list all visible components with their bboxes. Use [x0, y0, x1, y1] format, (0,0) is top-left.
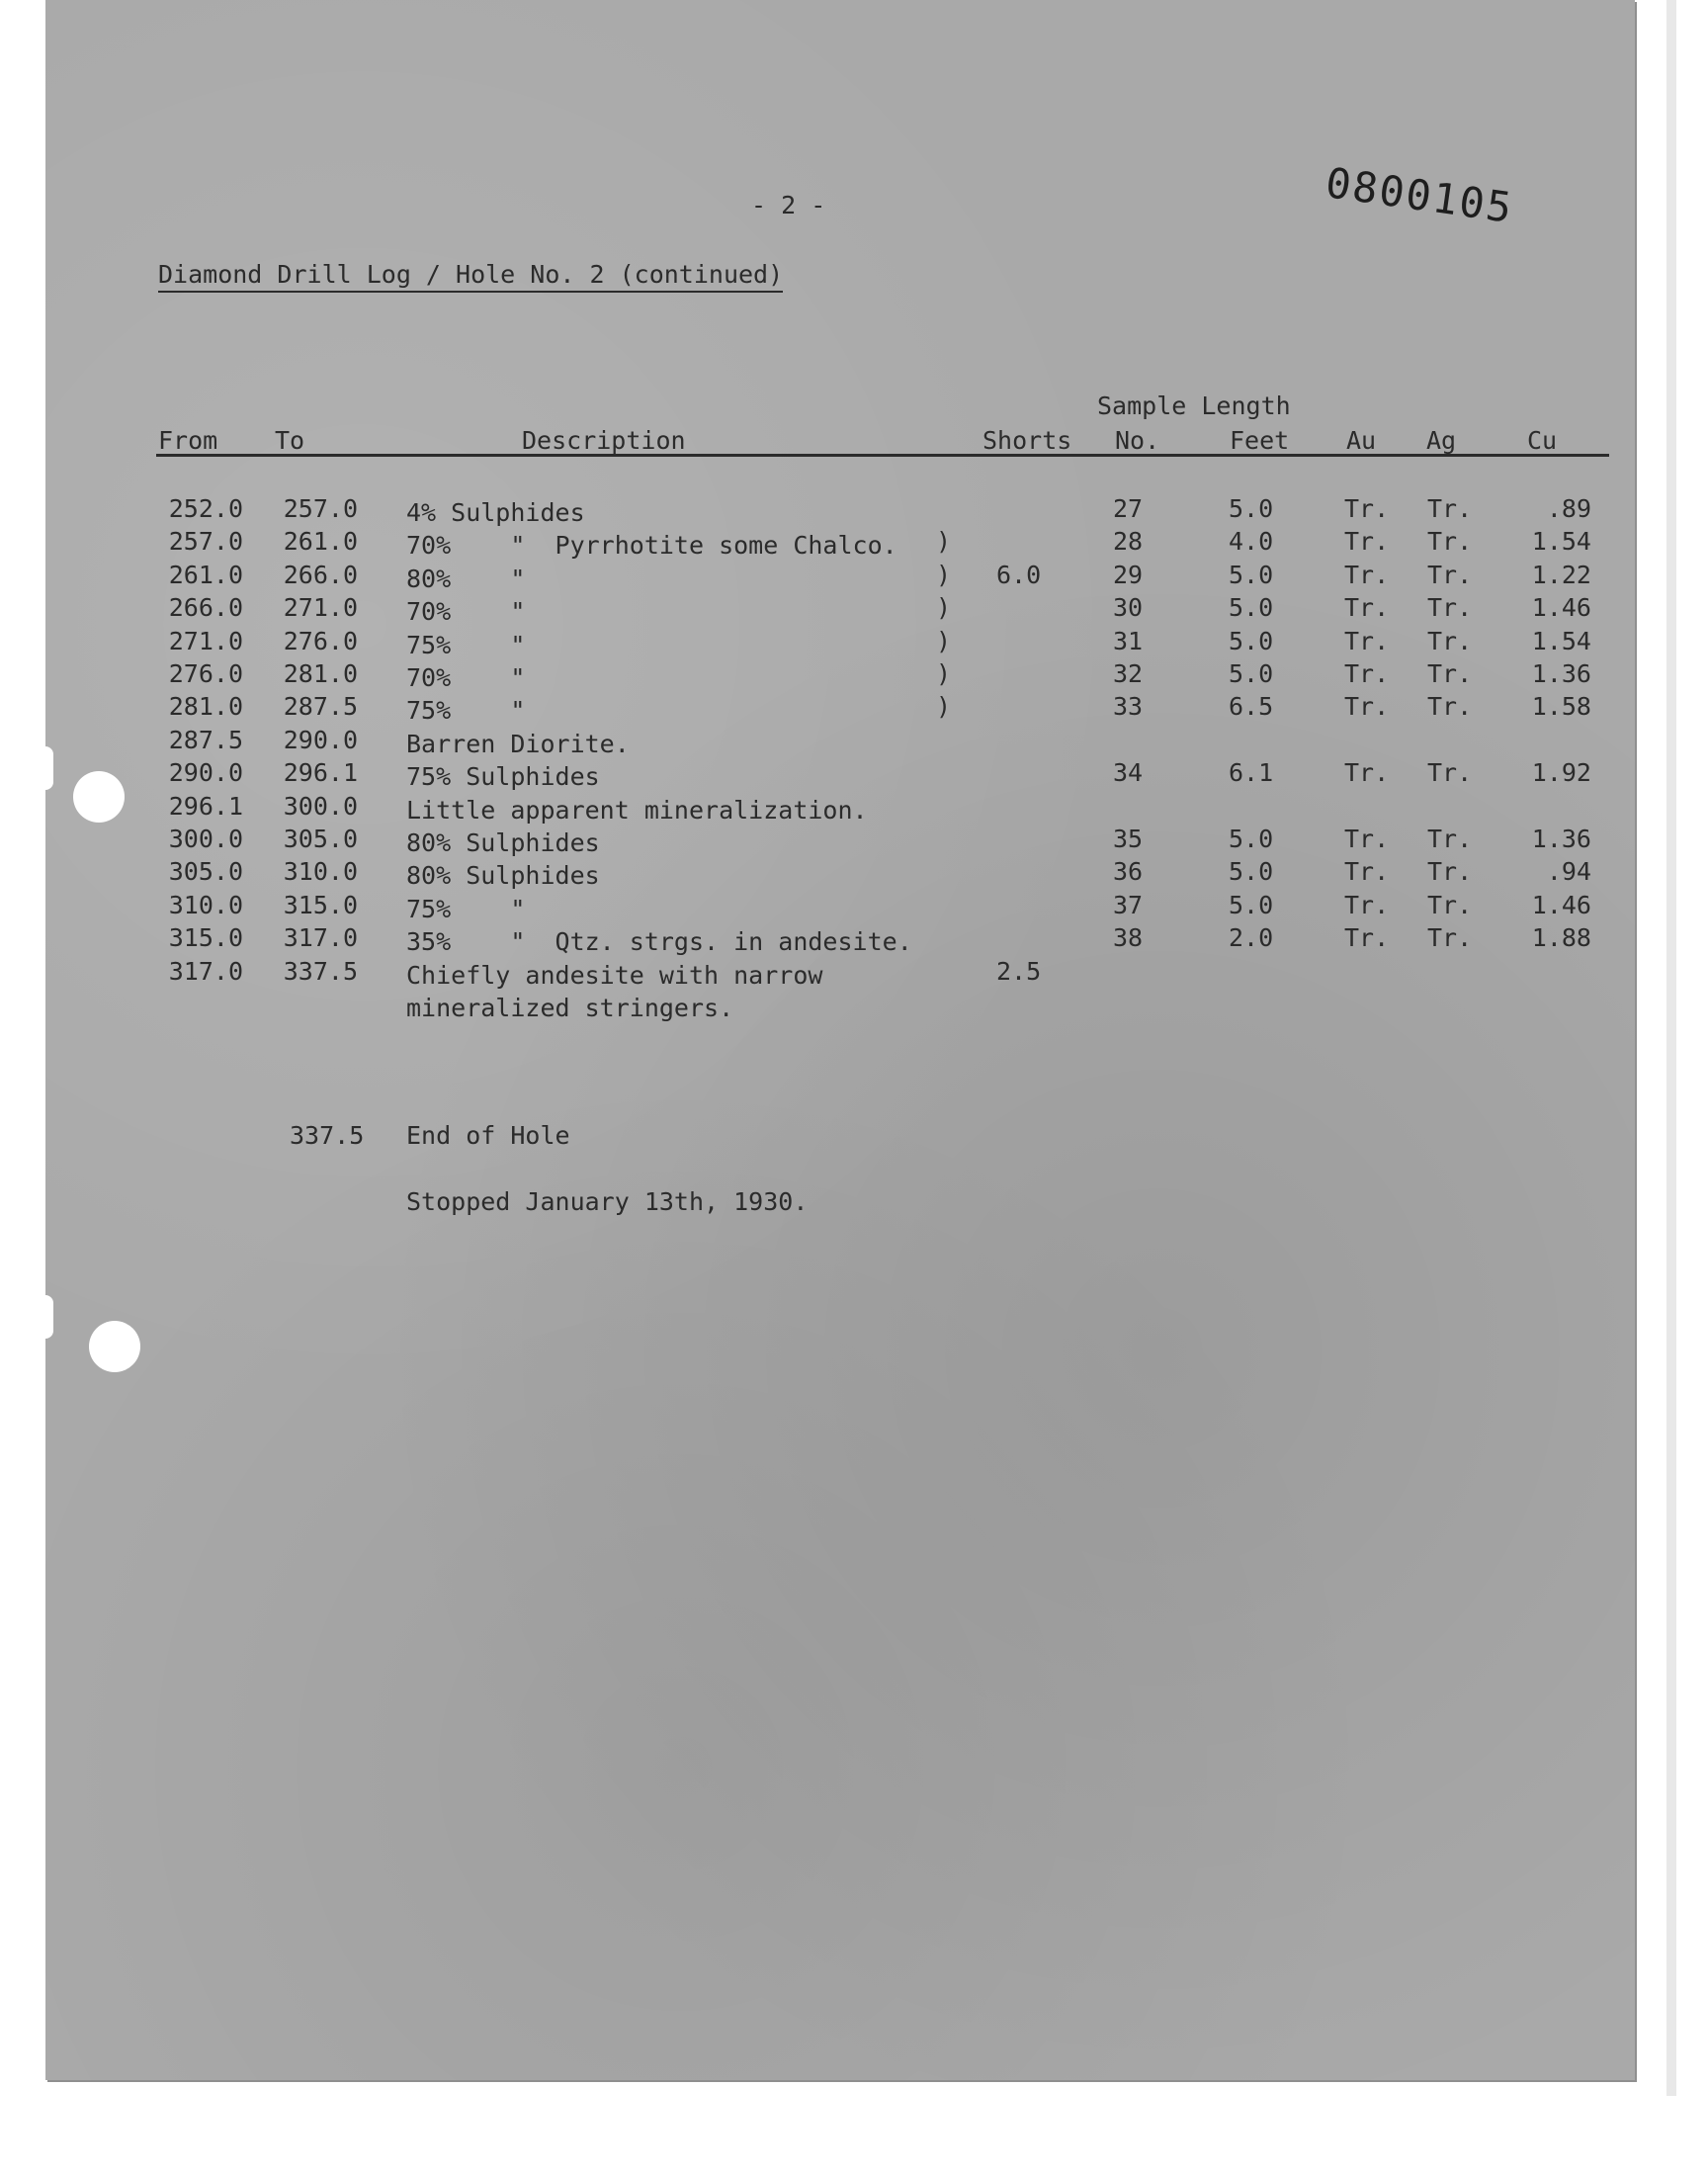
cell-cu: .94: [1546, 857, 1591, 886]
header-feet: Feet: [1230, 426, 1290, 455]
cell-cu: 1.92: [1531, 758, 1591, 787]
cell-feet: 5.0: [1229, 561, 1274, 589]
cell-description: Chiefly andesite with narrow mineralized stringers.: [406, 961, 823, 1022]
paper-sheet: [45, 0, 1635, 2080]
stopped-date-note: Stopped January 13th, 1930.: [406, 1187, 809, 1216]
cell-shorts: 2.5: [996, 957, 1042, 986]
cell-au: Tr.: [1344, 923, 1390, 952]
header-cu: Cu: [1527, 426, 1558, 455]
cell-feet: 5.0: [1229, 593, 1274, 622]
cell-shorts: 6.0: [996, 561, 1042, 589]
cell-feet: 6.1: [1229, 758, 1274, 787]
cell-description: 70% ": [406, 597, 526, 626]
cell-sample-no: 37: [1113, 891, 1144, 919]
cell-au: Tr.: [1344, 627, 1390, 655]
cell-to: 305.0: [283, 825, 358, 853]
cell-ag: Tr.: [1427, 627, 1473, 655]
punch-hole-top: [73, 771, 125, 823]
cell-cu: 1.54: [1531, 627, 1591, 655]
cell-feet: 5.0: [1229, 627, 1274, 655]
cell-sample-no: 38: [1113, 923, 1144, 952]
cell-to: 276.0: [283, 627, 358, 655]
header-to: To: [275, 426, 305, 455]
cell-sample-no: 27: [1113, 494, 1144, 523]
cell-from: 305.0: [168, 857, 243, 886]
cell-sample-no: 32: [1113, 659, 1144, 688]
cell-from: 287.5: [168, 726, 243, 754]
cell-to: 300.0: [283, 792, 358, 821]
cell-feet: 5.0: [1229, 891, 1274, 919]
cell-bracket: ): [936, 527, 952, 556]
cell-ag: Tr.: [1427, 891, 1473, 919]
cell-description: 75% Sulphides: [406, 762, 600, 791]
cell-sample-no: 28: [1113, 527, 1144, 556]
cell-description: 80% ": [406, 565, 526, 593]
cell-sample-no: 34: [1113, 758, 1144, 787]
cell-ag: Tr.: [1427, 561, 1473, 589]
cell-ag: Tr.: [1427, 494, 1473, 523]
cell-sample-no: 30: [1113, 593, 1144, 622]
cell-au: Tr.: [1344, 527, 1390, 556]
cell-bracket: ): [936, 692, 952, 721]
cell-description: Barren Diorite.: [406, 730, 630, 758]
cell-from: 317.0: [168, 957, 243, 986]
header-shorts: Shorts: [982, 426, 1072, 455]
cell-to: 290.0: [283, 726, 358, 754]
cell-ag: Tr.: [1427, 659, 1473, 688]
cell-cu: 1.22: [1531, 561, 1591, 589]
cell-ag: Tr.: [1427, 593, 1473, 622]
page-edge-notch: [40, 746, 53, 790]
cell-bracket: ): [936, 659, 952, 688]
cell-description: 80% Sulphides: [406, 828, 600, 857]
cell-description: 70% " Pyrrhotite some Chalco.: [406, 531, 897, 560]
cell-cu: 1.88: [1531, 923, 1591, 952]
cell-from: 310.0: [168, 891, 243, 919]
cell-feet: 5.0: [1229, 825, 1274, 853]
end-depth: 337.5: [290, 1121, 365, 1150]
cell-description: 70% ": [406, 663, 526, 692]
page-number: - 2 -: [751, 191, 826, 219]
cell-cu: 1.46: [1531, 593, 1591, 622]
cell-cu: 1.58: [1531, 692, 1591, 721]
cell-from: 266.0: [168, 593, 243, 622]
cell-au: Tr.: [1344, 825, 1390, 853]
cell-from: 296.1: [168, 792, 243, 821]
cell-from: 261.0: [168, 561, 243, 589]
cell-cu: .89: [1546, 494, 1591, 523]
cell-au: Tr.: [1344, 659, 1390, 688]
punch-hole-bottom: [89, 1321, 140, 1372]
cell-to: 271.0: [283, 593, 358, 622]
header-sample-no: No.: [1115, 426, 1160, 455]
cell-sample-no: 35: [1113, 825, 1144, 853]
cell-au: Tr.: [1344, 561, 1390, 589]
cell-from: 252.0: [168, 494, 243, 523]
header-ag: Ag: [1426, 426, 1457, 455]
cell-from: 315.0: [168, 923, 243, 952]
cell-sample-no: 33: [1113, 692, 1144, 721]
cell-feet: 6.5: [1229, 692, 1274, 721]
cell-au: Tr.: [1344, 593, 1390, 622]
cell-to: 310.0: [283, 857, 358, 886]
cell-ag: Tr.: [1427, 527, 1473, 556]
cell-au: Tr.: [1344, 857, 1390, 886]
cell-to: 296.1: [283, 758, 358, 787]
cell-ag: Tr.: [1427, 923, 1473, 952]
cell-ag: Tr.: [1427, 692, 1473, 721]
cell-to: 315.0: [283, 891, 358, 919]
cell-description: 80% Sulphides: [406, 861, 600, 890]
cell-au: Tr.: [1344, 891, 1390, 919]
header-sample-length: Sample Length: [1097, 392, 1291, 420]
cell-cu: 1.36: [1531, 659, 1591, 688]
cell-to: 266.0: [283, 561, 358, 589]
header-au: Au: [1346, 426, 1377, 455]
cell-description: 4% Sulphides: [406, 498, 585, 527]
cell-ag: Tr.: [1427, 857, 1473, 886]
cell-bracket: ): [936, 561, 952, 589]
header-rule: [156, 454, 1609, 457]
cell-to: 337.5: [283, 957, 358, 986]
end-of-hole-label: End of Hole: [406, 1121, 570, 1150]
cell-cu: 1.54: [1531, 527, 1591, 556]
header-from: From: [158, 426, 218, 455]
document-stamp-number: 0800105: [1323, 158, 1517, 233]
page-edge-notch: [40, 1295, 53, 1339]
cell-from: 290.0: [168, 758, 243, 787]
cell-description: Little apparent mineralization.: [406, 796, 868, 825]
cell-to: 261.0: [283, 527, 358, 556]
cell-from: 276.0: [168, 659, 243, 688]
cell-ag: Tr.: [1427, 825, 1473, 853]
cell-feet: 5.0: [1229, 857, 1274, 886]
scan-edge-strip: [1666, 0, 1676, 2096]
cell-feet: 4.0: [1229, 527, 1274, 556]
cell-feet: 5.0: [1229, 494, 1274, 523]
cell-sample-no: 36: [1113, 857, 1144, 886]
cell-to: 317.0: [283, 923, 358, 952]
cell-cu: 1.36: [1531, 825, 1591, 853]
cell-sample-no: 31: [1113, 627, 1144, 655]
cell-feet: 2.0: [1229, 923, 1274, 952]
header-description: Description: [522, 426, 686, 455]
cell-ag: Tr.: [1427, 758, 1473, 787]
cell-au: Tr.: [1344, 758, 1390, 787]
cell-feet: 5.0: [1229, 659, 1274, 688]
cell-description: 75% ": [406, 895, 526, 923]
cell-description: 35% " Qtz. strgs. in andesite.: [406, 927, 912, 956]
cell-from: 300.0: [168, 825, 243, 853]
cell-from: 281.0: [168, 692, 243, 721]
document-title: Diamond Drill Log / Hole No. 2 (continued): [158, 262, 783, 293]
cell-bracket: ): [936, 627, 952, 655]
cell-to: 281.0: [283, 659, 358, 688]
cell-description: 75% ": [406, 631, 526, 659]
cell-au: Tr.: [1344, 692, 1390, 721]
cell-sample-no: 29: [1113, 561, 1144, 589]
cell-au: Tr.: [1344, 494, 1390, 523]
cell-from: 257.0: [168, 527, 243, 556]
cell-bracket: ): [936, 593, 952, 622]
cell-description: 75% ": [406, 696, 526, 725]
cell-to: 287.5: [283, 692, 358, 721]
cell-from: 271.0: [168, 627, 243, 655]
cell-to: 257.0: [283, 494, 358, 523]
cell-cu: 1.46: [1531, 891, 1591, 919]
